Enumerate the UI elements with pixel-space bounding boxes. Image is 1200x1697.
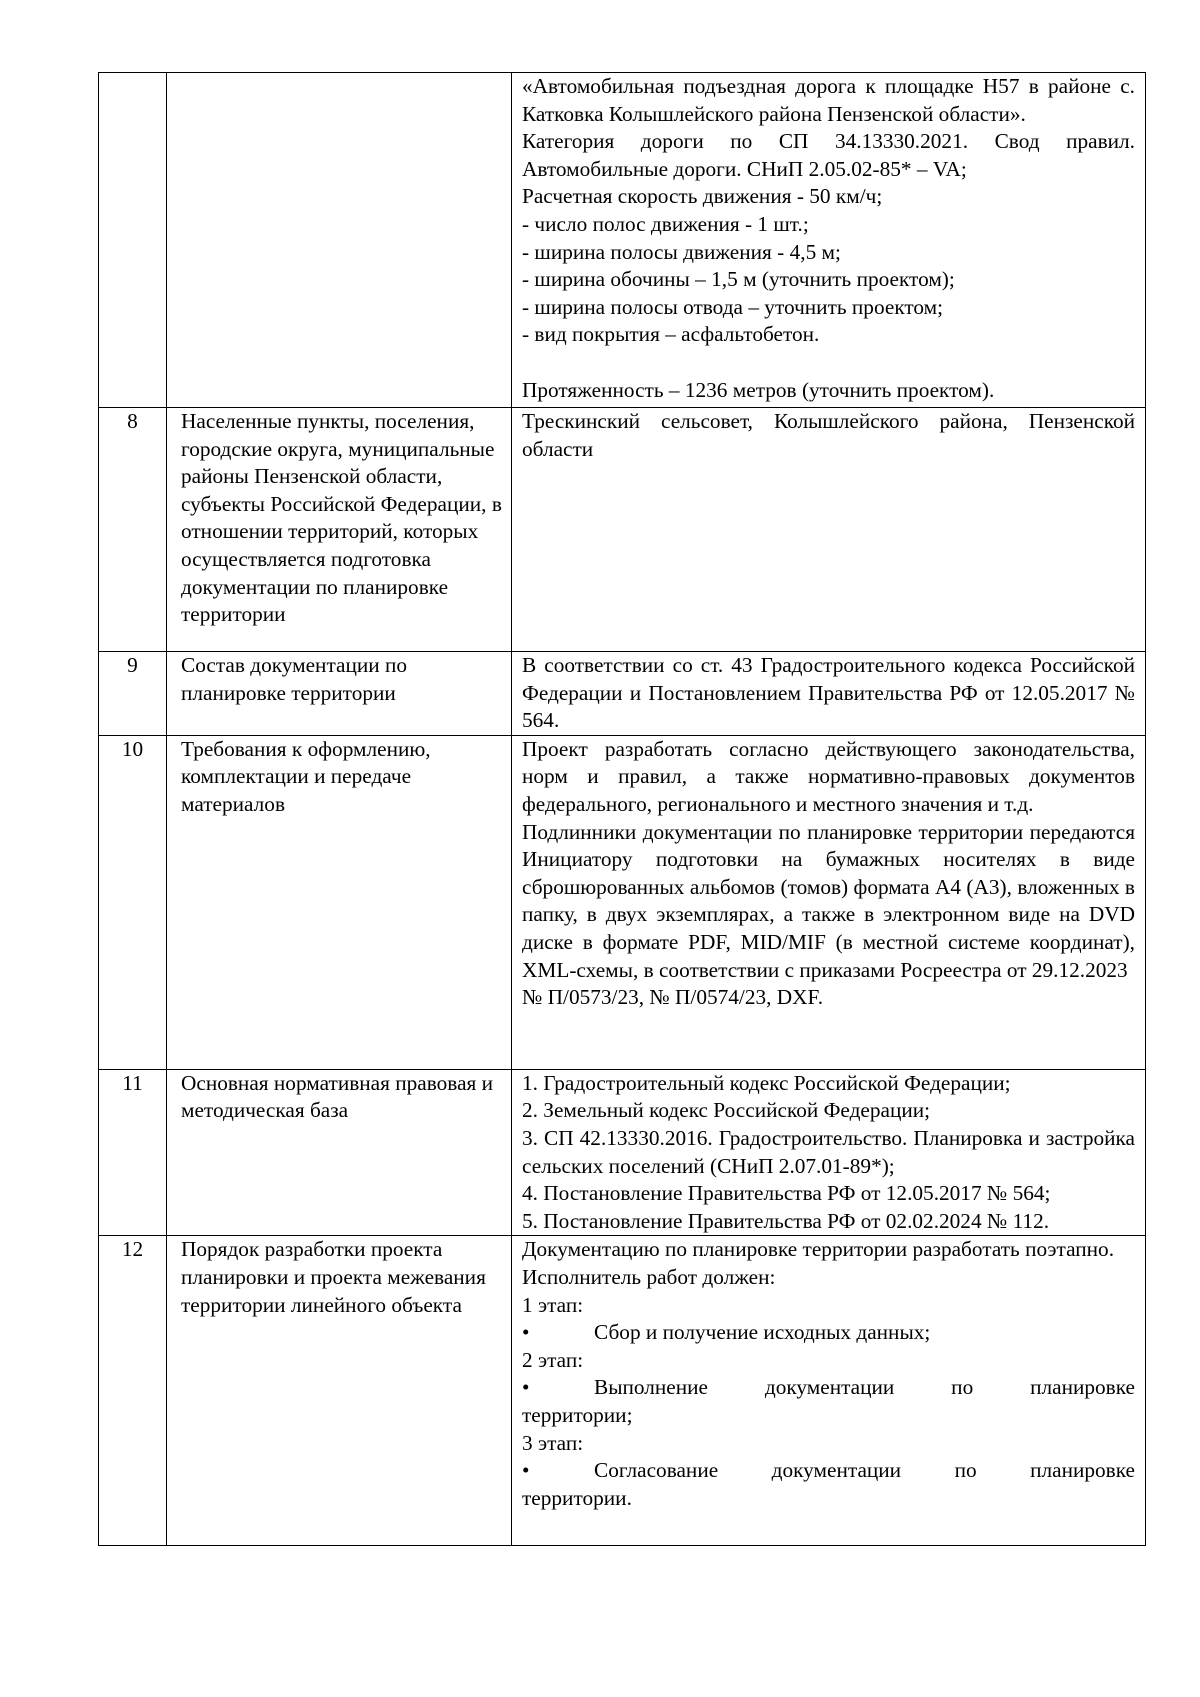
row-name-cell: Порядок разработки проекта планировки и проекта межевания территории линейного объекта: [167, 1236, 512, 1546]
shoulder-width-text: - ширина обочины – 1,5 м (уточнить проектом);: [522, 267, 955, 292]
lanes-count-text: - число полос движения - 1 шт.;: [522, 211, 809, 236]
rosreestr-orders-text: № П/0573/23, № П/0574/23, DXF.: [522, 985, 824, 1010]
bullet-icon: •: [522, 1375, 530, 1400]
row-number-cell: 9: [99, 652, 167, 736]
row-value-cell: [512, 735, 1146, 1069]
row-value-cell: [512, 1236, 1146, 1546]
row-number-cell: 8: [99, 408, 167, 652]
regulation-item: 5. Постановление Правительства РФ от 02.02.2024 № 112.: [522, 1208, 1050, 1233]
row-name-cell: [167, 73, 512, 408]
road-length-text: Протяженность – 1236 метров (уточнить проектом).: [522, 377, 995, 402]
row-number-cell: 10: [99, 735, 167, 1069]
stage-task: • Согласование документации по планировке: [522, 1457, 1135, 1485]
bullet-icon: •: [522, 1458, 530, 1483]
row-name-cell: Состав документации по планировке территории: [167, 652, 512, 736]
row-name-cell: Населенные пункты, поселения, городские округа, муниципальные районы Пензенской области, субъекты Российской Федерации, в отношении территорий, которых осуществляется подготовка документации по планировке территории: [167, 408, 512, 652]
table-row-continuation: [99, 73, 1146, 408]
settlements-text: Трескинский сельсовет, Колышлейского района, Пензенской области: [522, 409, 1135, 461]
executor-duties-text: Исполнитель работ должен:: [522, 1264, 776, 1289]
row-value-cell: [512, 408, 1146, 652]
documentation-composition-text: В соответствии со ст. 43 Градостроительного кодекса Российской Федерации и Постановлением Правительства РФ от 12.05.2017 № 564.: [522, 653, 1135, 733]
stage-label: 1 этап:: [522, 1292, 584, 1317]
stages-intro-text: Документацию по планировке территории разработать поэтапно.: [522, 1237, 1115, 1262]
row-number-cell: [99, 73, 167, 408]
right-of-way-text: - ширина полосы отвода – уточнить проектом;: [522, 294, 944, 319]
project-requirements-text: Проект разработать согласно действующего законодательства, норм и правил, а также нормативно-правовых документов федерального, регионального и местного значения и т.д.: [522, 736, 1135, 816]
table-row-10: [99, 735, 1146, 1069]
table-row-11: [99, 1069, 1146, 1236]
row-name-cell: Требования к оформлению, комплектации и передаче материалов: [167, 735, 512, 1069]
stage-label: 2 этап:: [522, 1347, 584, 1372]
road-category-text: Категория дороги по СП 34.13330.2021. Свод правил. Автомобильные дороги. СНиП 2.05.02-85* – VA;: [522, 129, 1135, 181]
regulation-item: 1. Градостроительный кодекс Российской Федерации;: [522, 1070, 1011, 1095]
regulation-item: 3. СП 42.13330.2016. Градостроительство. Планировка и застройка сельских поселений (СНиП 2.07.01-89*);: [522, 1125, 1135, 1178]
row-value-cell: [512, 652, 1146, 736]
stage-label: 3 этап:: [522, 1430, 584, 1455]
table-row-9: [99, 652, 1146, 736]
stage-task-continuation: территории;: [522, 1402, 633, 1427]
object-name-text: «Автомобильная подъездная дорога к площадке Н57 в районе с. Катковка Колышлейского района Пензенской области».: [522, 74, 1135, 126]
regulation-item: 4. Постановление Правительства РФ от 12.05.2017 № 564;: [522, 1181, 1051, 1206]
stage-task-continuation: территории.: [522, 1485, 632, 1510]
row-name-cell: Основная нормативная правовая и методическая база: [167, 1069, 512, 1236]
design-speed-text: Расчетная скорость движения - 50 км/ч;: [522, 184, 883, 209]
requirements-table: [98, 72, 1146, 1546]
row-value-cell: [512, 1069, 1146, 1236]
regulation-item: 2. Земельный кодекс Российской Федерации;: [522, 1098, 931, 1123]
row-value-cell: [512, 73, 1146, 408]
originals-transfer-text: Подлинники документации по планировке территории передаются Инициатору подготовки на бумажных носителях в виде сброшюрованных альбомов (томов) формата А4 (А3), вложенных в папку, в двух экземплярах, а также в электронном виде на DVD диске в формате PDF, MID/MIF (в местной системе координат), XML-схемы, в соответствии с приказами Росреестра от 29.12.2023: [522, 819, 1135, 982]
row-number-cell: 11: [99, 1069, 167, 1236]
stage-task: • Выполнение документации по планировке: [522, 1374, 1135, 1402]
table-row-12: [99, 1236, 1146, 1546]
row-number-cell: 12: [99, 1236, 167, 1546]
stage-task: • Сбор и получение исходных данных;: [522, 1319, 1135, 1347]
bullet-icon: •: [522, 1320, 530, 1345]
surface-type-text: - вид покрытия – асфальтобетон.: [522, 322, 820, 347]
lane-width-text: - ширина полосы движения - 4,5 м;: [522, 239, 841, 264]
table-row-8: [99, 408, 1146, 652]
